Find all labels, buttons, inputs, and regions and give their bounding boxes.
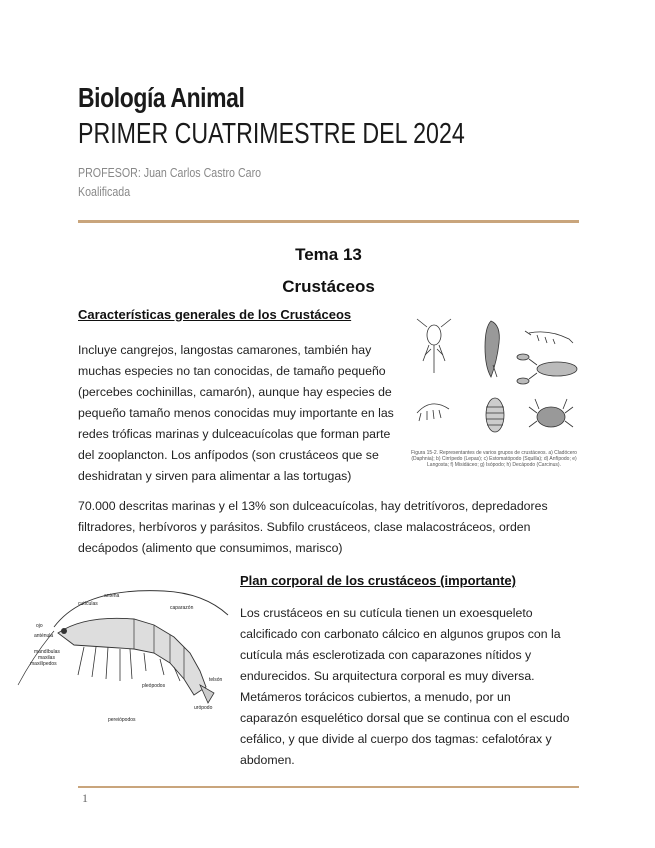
section-heading-general: Características generales de los Crustáceos <box>78 307 352 322</box>
document-title: Biología Animal <box>78 82 245 113</box>
label-uropodo: urópodo <box>194 705 213 711</box>
shrimp-anatomy-figure <box>14 575 232 740</box>
label-maxilas: maxilas <box>38 655 55 661</box>
document-subtitle: PRIMER CUATRIMESTRE DEL 2024 <box>78 118 465 150</box>
topic-name: Crustáceos <box>282 277 375 296</box>
shrimp-anatomy-drawing <box>14 575 232 740</box>
label-mandibulas: mandíbulas <box>34 649 60 655</box>
paragraph-general-1: Incluye cangrejos, langostas camarones, también hay muchas especies no tan conocidas, de tamaño pequeño (percebes cochinillas, camarón), aunque hay especies de pequeño tamaño menos conocidas muy importante en las redes tróficas marinas y dulceacuícolas que forman parte del zooplancton. Los anfípodos (son crustáceos que se deshidratan y sirven para alimentar a las tortugas) <box>78 343 394 483</box>
crustacean-drawings <box>409 313 579 445</box>
footer-divider <box>78 786 579 788</box>
crustacean-representatives-figure <box>409 313 579 469</box>
label-cuticulas: cutículas <box>78 601 98 607</box>
paragraph-body-plan: Los crustáceos en su cutícula tienen un exoesqueleto calcificado con carbonato cálcico en algunos grupos con la cutícula más esclerotizada con caparazones nítidos y endurecidos. Su arquitectura corporal es muy diversa. Metámeros torácicos cubiertos, a menudo, por un caparazón esquelético dorsal que se continua con el escudo cefálico, y que divide al cuerpo dos tagmas: cefalotórax y abdomen. <box>240 606 570 767</box>
label-antenula: anténula <box>34 633 54 639</box>
header-divider <box>78 220 579 223</box>
paragraph-general-2: 70.000 descritas marinas y el 13% son dulceacuícolas, hay detritívoros, depredadores filtradores, herbívoros y parásitos. Subfilo crustáceos, clase malacostráceos, orden decápodos (alimento que consumimos, marisco) <box>78 499 548 555</box>
label-pleopodos: pleópodos <box>142 683 166 689</box>
label-maxilipedos: maxilípedos <box>30 661 57 667</box>
figure-caption: Figura 15-2. Representantes de varios grupos de crustáceos. a) Cladócero (Daphnia); b) Cirrípedo (Lepas); c) Estomatópodo (Squilla); d) Anfípodo; e) Langosta; f) Misidáceo; g) Isópodo; h) Decápodo (Carcinus). <box>411 450 577 468</box>
label-pereiopodos: pereiópodos <box>108 717 136 723</box>
label-caparazon: caparazón <box>170 605 194 611</box>
isopod-drawing <box>486 398 504 432</box>
topic-number: Tema 13 <box>295 245 362 264</box>
professor-line: PROFESOR: Juan Carlos Castro Caro <box>78 165 262 180</box>
brand-name: Koalificada <box>78 184 131 199</box>
page-number: 1 <box>82 791 88 805</box>
label-antena: antena <box>104 593 120 599</box>
label-ojo: ojo <box>36 623 43 629</box>
section-heading-body-plan: Plan corporal de los crustáceos (importante) <box>240 573 516 588</box>
label-telson: telsón <box>209 677 223 683</box>
